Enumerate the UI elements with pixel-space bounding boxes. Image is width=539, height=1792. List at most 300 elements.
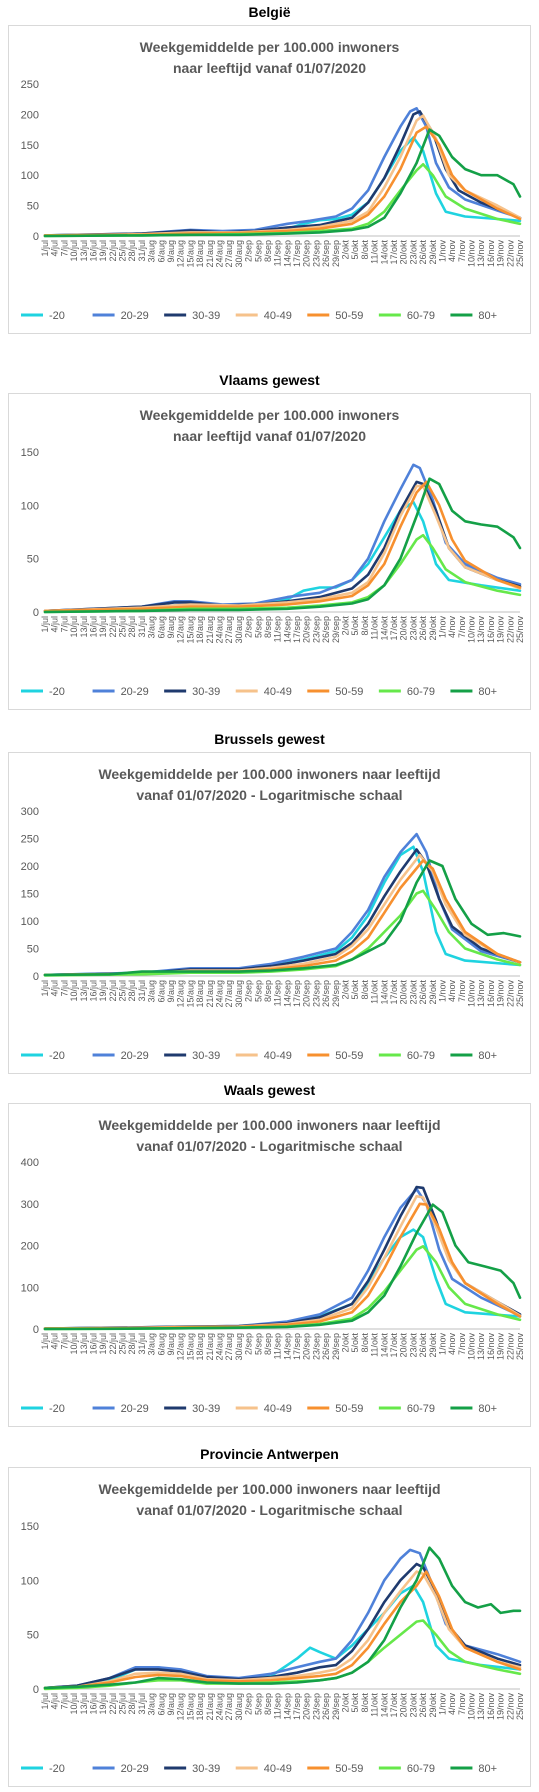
x-tick-label: 14/sep — [282, 1693, 293, 1721]
x-tick-label: 2/sep — [243, 1693, 254, 1716]
x-tick-label: 30/aug — [233, 616, 244, 644]
x-tick-label: 13/nov — [476, 1693, 487, 1721]
x-tick-label: 7/nov — [456, 1693, 467, 1716]
legend-label: 50-59 — [335, 310, 364, 322]
legend-label: 80+ — [478, 1403, 498, 1415]
y-tick-label: 200 — [20, 1240, 39, 1253]
x-tick-label: 30/aug — [233, 240, 244, 268]
x-tick-label: 20/okt — [398, 616, 409, 641]
x-tick-label: 17/okt — [388, 980, 399, 1005]
x-tick-label: 13/jul — [78, 240, 89, 262]
x-tick-label: 8/sep — [262, 980, 273, 1003]
x-tick-label: 20/sep — [301, 240, 312, 268]
x-tick-label: 17/okt — [388, 1333, 399, 1358]
x-tick-label: 7/jul — [59, 616, 70, 633]
x-tick-label: 22/nov — [505, 1333, 516, 1361]
x-tick-label: 26/sep — [321, 1693, 332, 1721]
x-tick-label: 7/jul — [59, 1333, 70, 1350]
x-tick-label: 23/okt — [408, 1333, 419, 1358]
x-tick-label: 24/aug — [214, 980, 225, 1008]
x-tick-label: 11/okt — [369, 1693, 380, 1717]
x-tick-label: 5/okt — [350, 1693, 361, 1713]
x-tick-label: 2/sep — [243, 240, 254, 263]
x-tick-label: 29/sep — [330, 616, 341, 644]
chart-frame — [8, 1103, 531, 1427]
x-tick-label: 22/nov — [505, 616, 516, 644]
chart-title-line: Weekgemiddelde per 100.000 inwoners — [139, 407, 400, 423]
x-tick-label: 15/aug — [185, 616, 196, 644]
legend-label: 30-39 — [192, 1763, 221, 1775]
x-tick-label: 1/jul — [40, 1693, 50, 1710]
x-tick-label: 4/nov — [447, 240, 458, 263]
x-tick-label: 16/jul — [88, 1693, 99, 1715]
x-tick-label: 26/okt — [418, 980, 429, 1005]
x-tick-label: 29/okt — [427, 240, 438, 265]
x-tick-label: 15/aug — [185, 980, 196, 1008]
legend-label: 60-79 — [406, 1763, 435, 1775]
x-tick-label: 19/jul — [98, 616, 109, 638]
y-tick-label: 50 — [26, 200, 39, 213]
legend-label: 50-59 — [335, 1403, 364, 1415]
x-tick-label: 13/jul — [78, 1333, 89, 1355]
x-tick-label: 27/aug — [224, 240, 235, 268]
x-tick-label: 3/aug — [146, 1693, 157, 1716]
x-tick-label: 16/jul — [88, 980, 99, 1002]
x-tick-label: 25/jul — [117, 616, 128, 638]
x-tick-label: 26/okt — [418, 240, 429, 265]
y-tick-label: 200 — [20, 109, 39, 122]
x-tick-label: 7/jul — [59, 1693, 70, 1710]
legend-label: 40-49 — [263, 1763, 292, 1775]
x-tick-label: 20/sep — [301, 1333, 312, 1361]
x-tick-label: 24/aug — [214, 616, 225, 644]
legend-label: -20 — [49, 686, 65, 698]
chart-frame — [8, 25, 531, 334]
x-tick-label: 3/aug — [146, 616, 157, 639]
x-tick-label: 25/nov — [515, 240, 525, 268]
y-tick-label: 0 — [32, 971, 39, 983]
x-tick-label: 30/aug — [233, 1333, 244, 1361]
x-tick-label: 12/aug — [175, 1693, 186, 1721]
x-tick-label: 25/nov — [515, 1693, 525, 1721]
y-tick-label: 400 — [20, 1157, 39, 1169]
x-tick-label: 20/okt — [398, 1333, 409, 1358]
x-tick-label: 19/jul — [98, 240, 109, 262]
x-tick-label: 1/jul — [40, 240, 50, 257]
x-tick-label: 17/sep — [292, 240, 303, 268]
legend-label: 50-59 — [335, 686, 364, 698]
x-tick-label: 12/aug — [175, 616, 186, 644]
x-tick-label: 25/jul — [117, 1333, 128, 1355]
x-tick-label: 16/jul — [88, 1333, 99, 1355]
x-tick-label: 25/jul — [117, 240, 128, 262]
x-tick-label: 23/okt — [408, 1693, 419, 1718]
x-tick-label: 23/okt — [408, 980, 419, 1005]
x-tick-label: 11/okt — [369, 240, 380, 264]
legend-label: 40-49 — [263, 686, 292, 698]
x-tick-label: 24/aug — [214, 1693, 225, 1721]
x-tick-label: 1/jul — [40, 616, 50, 633]
series-line-40to49 — [45, 855, 520, 975]
x-tick-label: 22/nov — [505, 1693, 516, 1721]
y-tick-label: 0 — [32, 231, 39, 243]
legend-label: 60-79 — [406, 686, 435, 698]
x-tick-label: 10/nov — [466, 1693, 477, 1721]
legend-label: 60-79 — [406, 1050, 435, 1062]
series-line-80plus — [45, 130, 520, 236]
x-tick-label: 20/sep — [301, 616, 312, 644]
x-tick-label: 26/sep — [321, 240, 332, 268]
x-tick-label: 12/aug — [175, 240, 186, 268]
section-title: Brussels gewest — [214, 731, 325, 747]
x-tick-label: 16/nov — [485, 1333, 496, 1361]
x-tick-label: 11/okt — [369, 980, 380, 1004]
series-line-80plus — [45, 1205, 520, 1329]
x-tick-label: 13/jul — [78, 1693, 89, 1715]
x-tick-label: 4/nov — [447, 1333, 458, 1356]
x-tick-label: 23/okt — [408, 616, 419, 641]
x-tick-label: 2/okt — [340, 1693, 351, 1713]
x-tick-label: 4/nov — [447, 616, 458, 639]
series-line-to20 — [45, 502, 520, 611]
x-tick-label: 16/nov — [485, 980, 496, 1008]
legend-label: 20-29 — [120, 310, 149, 322]
series-line-50to59 — [45, 127, 520, 236]
y-tick-label: 0 — [32, 1684, 39, 1696]
x-tick-label: 1/nov — [437, 240, 448, 263]
x-tick-label: 8/sep — [262, 1693, 273, 1716]
x-tick-label: 25/jul — [117, 980, 128, 1002]
x-tick-label: 21/aug — [204, 980, 215, 1008]
x-tick-label: 17/sep — [292, 1693, 303, 1721]
x-tick-label: 14/sep — [282, 1333, 293, 1361]
x-tick-label: 14/sep — [282, 616, 293, 644]
legend-label: 80+ — [478, 1050, 498, 1062]
x-tick-label: 8/okt — [359, 1693, 370, 1713]
x-tick-label: 31/jul — [136, 980, 147, 1002]
x-tick-label: 5/okt — [350, 240, 361, 260]
section-title: Vlaams gewest — [219, 372, 320, 388]
chart-title-line: Weekgemiddelde per 100.000 inwoners naar leeftijd — [98, 1481, 441, 1497]
x-tick-label: 21/aug — [204, 1693, 215, 1721]
series-line-to20 — [45, 1230, 520, 1329]
y-tick-label: 100 — [20, 1282, 39, 1295]
x-tick-label: 17/sep — [292, 1333, 303, 1361]
legend-label: 30-39 — [192, 686, 221, 698]
y-tick-label: 100 — [20, 916, 39, 928]
legend-label: 20-29 — [120, 1050, 149, 1062]
x-tick-label: 19/nov — [495, 1693, 506, 1721]
chart-title-line: naar leeftijd vanaf 01/07/2020 — [173, 428, 366, 444]
x-tick-label: 14/sep — [282, 980, 293, 1008]
y-tick-label: 200 — [20, 861, 39, 873]
x-tick-label: 16/jul — [88, 616, 99, 638]
x-tick-label: 25/nov — [515, 1333, 525, 1361]
chart-title-line: naar leeftijd vanaf 01/07/2020 — [173, 60, 366, 76]
legend-label: 20-29 — [120, 686, 149, 698]
x-tick-label: 4/nov — [447, 980, 458, 1003]
x-tick-label: 10/nov — [466, 616, 477, 644]
x-tick-label: 26/okt — [418, 1333, 429, 1358]
x-tick-label: 18/aug — [195, 616, 206, 644]
x-tick-label: 23/sep — [311, 980, 322, 1008]
x-tick-label: 5/sep — [253, 616, 264, 639]
x-tick-label: 20/okt — [398, 980, 409, 1005]
legend-label: 60-79 — [406, 310, 435, 322]
y-tick-label: 100 — [20, 500, 39, 513]
y-tick-label: 100 — [20, 1575, 39, 1588]
x-tick-label: 20/sep — [301, 980, 312, 1008]
line-chart — [9, 753, 530, 1073]
y-tick-label: 50 — [26, 1629, 39, 1642]
y-tick-label: 100 — [20, 170, 39, 183]
x-tick-label: 22/jul — [107, 1693, 118, 1715]
x-tick-label: 15/aug — [185, 1693, 196, 1721]
series-line-20to29 — [45, 465, 520, 611]
x-tick-label: 6/aug — [156, 980, 167, 1003]
legend-label: 40-49 — [263, 1050, 292, 1062]
x-tick-label: 14/okt — [379, 616, 390, 641]
x-tick-label: 4/jul — [49, 240, 60, 257]
x-tick-label: 1/nov — [437, 1333, 448, 1356]
x-tick-label: 29/okt — [427, 980, 438, 1005]
x-tick-label: 21/aug — [204, 1333, 215, 1361]
x-tick-label: 22/nov — [505, 240, 516, 268]
series-line-40to49 — [45, 116, 520, 236]
y-tick-label: 300 — [20, 806, 39, 818]
x-tick-label: 27/aug — [224, 980, 235, 1008]
y-tick-label: 300 — [20, 1198, 39, 1211]
x-tick-label: 2/okt — [340, 980, 351, 1000]
x-tick-label: 6/aug — [156, 240, 167, 263]
chart-frame — [8, 393, 531, 710]
x-tick-label: 29/okt — [427, 1333, 438, 1358]
x-tick-label: 16/nov — [485, 1693, 496, 1721]
legend-label: 80+ — [478, 310, 498, 322]
x-tick-label: 28/jul — [127, 240, 138, 262]
x-tick-label: 25/nov — [515, 980, 525, 1008]
x-tick-label: 22/nov — [505, 980, 516, 1008]
x-tick-label: 15/aug — [185, 240, 196, 268]
chart-title-line: vanaf 01/07/2020 - Logaritmische schaal — [136, 1138, 403, 1154]
x-tick-label: 2/sep — [243, 1333, 254, 1356]
x-tick-label: 31/jul — [136, 240, 147, 262]
x-tick-label: 12/aug — [175, 980, 186, 1008]
x-tick-label: 9/aug — [166, 980, 177, 1003]
x-tick-label: 9/aug — [166, 1693, 177, 1716]
x-tick-label: 24/aug — [214, 240, 225, 268]
x-tick-label: 2/okt — [340, 1333, 351, 1353]
x-tick-label: 1/nov — [437, 1693, 448, 1716]
x-tick-label: 28/jul — [127, 980, 138, 1002]
x-tick-label: 18/aug — [195, 1333, 206, 1361]
x-tick-label: 4/jul — [49, 1693, 60, 1710]
x-tick-label: 8/okt — [359, 240, 370, 260]
legend-label: 50-59 — [335, 1050, 364, 1062]
x-tick-label: 7/nov — [456, 616, 467, 639]
y-tick-label: 50 — [26, 943, 39, 956]
x-tick-label: 26/sep — [321, 980, 332, 1008]
x-tick-label: 2/okt — [340, 616, 351, 636]
x-tick-label: 25/jul — [117, 1693, 128, 1715]
x-tick-label: 20/okt — [398, 1693, 409, 1718]
x-tick-label: 19/jul — [98, 980, 109, 1002]
legend-label: 30-39 — [192, 1403, 221, 1415]
y-tick-label: 150 — [20, 888, 39, 901]
x-tick-label: 11/sep — [272, 240, 283, 267]
x-tick-label: 17/okt — [388, 1693, 399, 1718]
x-tick-label: 13/jul — [78, 980, 89, 1002]
x-tick-label: 24/aug — [214, 1333, 225, 1361]
x-tick-label: 5/sep — [253, 1693, 264, 1716]
x-tick-label: 30/aug — [233, 1693, 244, 1721]
x-tick-label: 5/sep — [253, 240, 264, 263]
x-tick-label: 26/sep — [321, 616, 332, 644]
x-tick-label: 9/aug — [166, 1333, 177, 1356]
y-tick-label: 250 — [20, 833, 39, 846]
x-tick-label: 7/nov — [456, 240, 467, 263]
y-tick-label: 250 — [20, 79, 39, 91]
x-tick-label: 10/nov — [466, 240, 477, 268]
x-tick-label: 19/nov — [495, 616, 506, 644]
x-tick-label: 27/aug — [224, 616, 235, 644]
x-tick-label: 13/jul — [78, 616, 89, 638]
x-tick-label: 13/nov — [476, 1333, 487, 1361]
x-tick-label: 10/nov — [466, 980, 477, 1008]
x-tick-label: 10/nov — [466, 1333, 477, 1361]
x-tick-label: 10/jul — [69, 616, 80, 638]
x-tick-label: 11/sep — [272, 1333, 283, 1360]
series-line-to20 — [45, 1586, 520, 1688]
x-tick-label: 28/jul — [127, 1333, 138, 1355]
x-tick-label: 23/sep — [311, 616, 322, 644]
x-tick-label: 18/aug — [195, 240, 206, 268]
series-line-50to59 — [45, 1204, 520, 1329]
legend-label: 40-49 — [263, 310, 292, 322]
x-tick-label: 1/nov — [437, 616, 448, 639]
x-tick-label: 5/sep — [253, 980, 264, 1003]
x-tick-label: 29/sep — [330, 980, 341, 1008]
x-tick-label: 7/nov — [456, 1333, 467, 1356]
x-tick-label: 19/nov — [495, 980, 506, 1008]
x-tick-label: 9/aug — [166, 616, 177, 639]
x-tick-label: 29/okt — [427, 616, 438, 641]
legend-label: 80+ — [478, 1763, 498, 1775]
legend-label: 30-39 — [192, 1050, 221, 1062]
chart-title-line: vanaf 01/07/2020 - Logaritmische schaal — [136, 787, 403, 803]
x-tick-label: 11/sep — [272, 1693, 283, 1720]
x-tick-label: 31/jul — [136, 616, 147, 638]
x-tick-label: 1/nov — [437, 980, 448, 1003]
x-tick-label: 19/nov — [495, 240, 506, 268]
x-tick-label: 19/jul — [98, 1693, 109, 1715]
x-tick-label: 28/jul — [127, 616, 138, 638]
section-title: Waals gewest — [223, 1082, 316, 1098]
legend-label: -20 — [49, 1763, 65, 1775]
x-tick-label: 29/sep — [330, 1333, 341, 1361]
y-tick-label: 150 — [20, 139, 39, 152]
x-tick-label: 28/jul — [127, 1693, 138, 1715]
legend-label: 30-39 — [192, 310, 221, 322]
y-tick-label: 0 — [32, 1324, 39, 1336]
x-tick-label: 1/jul — [40, 1333, 50, 1350]
x-tick-label: 3/aug — [146, 240, 157, 263]
x-tick-label: 13/nov — [476, 980, 487, 1008]
x-tick-label: 4/jul — [49, 616, 60, 633]
x-tick-label: 8/okt — [359, 616, 370, 636]
legend-label: 20-29 — [120, 1763, 149, 1775]
legend-label: 60-79 — [406, 1403, 435, 1415]
y-tick-label: 0 — [32, 607, 39, 619]
x-tick-label: 26/okt — [418, 1693, 429, 1718]
x-tick-label: 16/nov — [485, 240, 496, 268]
x-tick-label: 7/jul — [59, 980, 70, 997]
x-tick-label: 5/sep — [253, 1333, 264, 1356]
x-tick-label: 29/sep — [330, 240, 341, 268]
x-tick-label: 30/aug — [233, 980, 244, 1008]
chart-frame — [8, 1467, 531, 1787]
x-tick-label: 7/nov — [456, 980, 467, 1003]
x-tick-label: 3/aug — [146, 1333, 157, 1356]
x-tick-label: 9/aug — [166, 240, 177, 263]
x-tick-label: 16/jul — [88, 240, 99, 262]
x-tick-label: 17/sep — [292, 980, 303, 1008]
legend-label: -20 — [49, 310, 65, 322]
x-tick-label: 15/aug — [185, 1333, 196, 1361]
x-tick-label: 19/nov — [495, 1333, 506, 1361]
x-tick-label: 21/aug — [204, 616, 215, 644]
x-tick-label: 31/jul — [136, 1333, 147, 1355]
x-tick-label: 27/aug — [224, 1333, 235, 1361]
line-chart — [9, 26, 530, 333]
x-tick-label: 26/sep — [321, 1333, 332, 1361]
x-tick-label: 6/aug — [156, 616, 167, 639]
x-tick-label: 17/okt — [388, 240, 399, 265]
x-tick-label: 11/sep — [272, 980, 283, 1007]
x-tick-label: 17/sep — [292, 616, 303, 644]
x-tick-label: 12/aug — [175, 1333, 186, 1361]
x-tick-label: 23/sep — [311, 1333, 322, 1361]
x-tick-label: 4/nov — [447, 1693, 458, 1716]
x-tick-label: 25/nov — [515, 616, 525, 644]
chart-title-line: vanaf 01/07/2020 - Logaritmische schaal — [136, 1502, 403, 1518]
x-tick-label: 4/jul — [49, 980, 60, 997]
x-tick-label: 23/okt — [408, 240, 419, 265]
series-line-40to49 — [45, 1196, 520, 1328]
x-tick-label: 14/sep — [282, 240, 293, 268]
x-tick-label: 14/okt — [379, 1693, 390, 1718]
legend-label: -20 — [49, 1050, 65, 1062]
line-chart — [9, 1468, 530, 1786]
legend-label: 40-49 — [263, 1403, 292, 1415]
legend-label: 80+ — [478, 686, 498, 698]
x-tick-label: 7/jul — [59, 240, 70, 257]
x-tick-label: 14/okt — [379, 240, 390, 265]
y-tick-label: 150 — [20, 447, 39, 459]
chart-title-line: Weekgemiddelde per 100.000 inwoners naar leeftijd — [98, 1117, 441, 1133]
x-tick-label: 29/okt — [427, 1693, 438, 1718]
x-tick-label: 2/sep — [243, 980, 254, 1003]
x-tick-label: 16/nov — [485, 616, 496, 644]
x-tick-label: 27/aug — [224, 1693, 235, 1721]
x-tick-label: 14/okt — [379, 980, 390, 1005]
x-tick-label: 11/okt — [369, 616, 380, 640]
chart-frame — [8, 752, 531, 1074]
x-tick-label: 22/jul — [107, 1333, 118, 1355]
x-tick-label: 5/okt — [350, 1333, 361, 1353]
x-tick-label: 29/sep — [330, 1693, 341, 1721]
x-tick-label: 18/aug — [195, 980, 206, 1008]
